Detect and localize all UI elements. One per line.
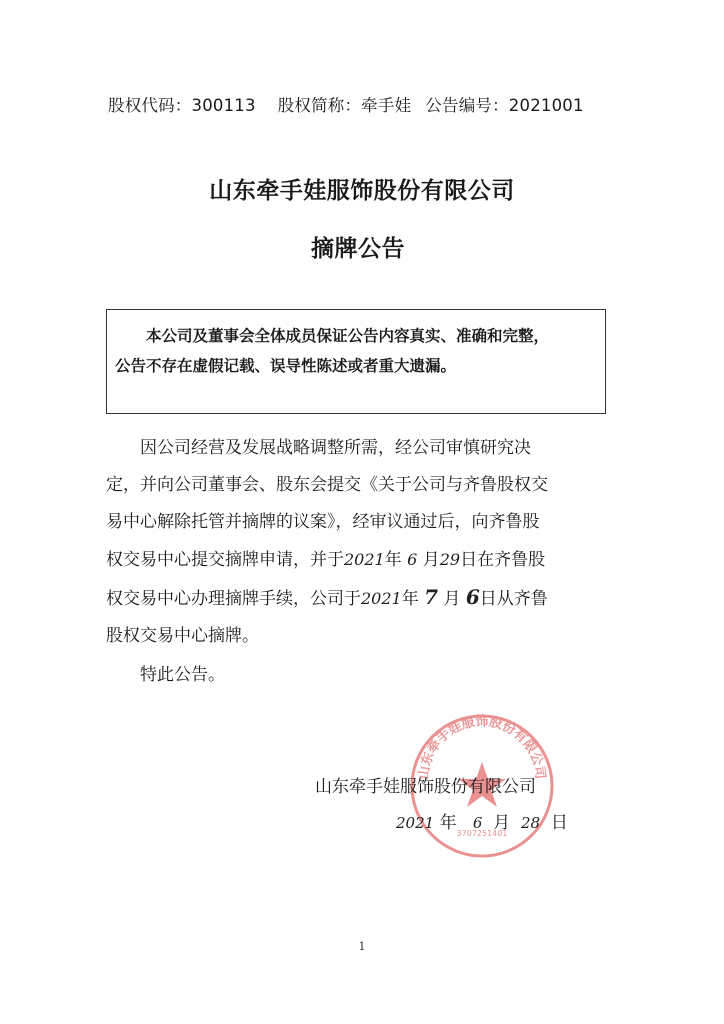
announcement-number: 公告编号：2021001 <box>425 96 584 115</box>
svg-text:3707251401: 3707251401 <box>456 829 508 838</box>
handwritten-day-2: 6 <box>465 585 480 609</box>
signature-year: 2021 <box>396 814 435 832</box>
body-line-4-text-d: 日在齐鲁股 <box>460 550 546 570</box>
signature-month-unit: 月 <box>493 813 511 833</box>
disclaimer-box <box>106 309 606 414</box>
signature-company: 山东牵手娃服饰股份有限公司 <box>315 777 536 797</box>
body-line-6: 股权交易中心摘牌。 <box>106 626 259 646</box>
signature-day-unit: 日 <box>550 813 568 833</box>
disclaimer-line-1: 本公司及董事会全体成员保证公告内容真实、准确和完整， <box>146 327 550 345</box>
body-line-5-text-b: 年 <box>401 589 425 609</box>
body-line-4 <box>106 541 616 579</box>
company-title: 山东牵手娃服饰股份有限公司 <box>209 178 515 204</box>
disclaimer-text <box>115 321 601 381</box>
body-line-4-text-c: 月 <box>417 550 440 570</box>
body-line-5-text-d: 日从齐鲁 <box>479 589 548 609</box>
body-line-3: 易中心解除托管并摘牌的议案》，经审议通过后，向齐鲁股 <box>106 512 540 532</box>
handwritten-year-2: 2021 <box>361 589 402 608</box>
handwritten-year-1: 2021 <box>344 550 385 569</box>
page-number: 1 <box>358 940 366 953</box>
body-line-1: 因公司经营及发展战略调整所需，经公司审慎研究决 <box>140 438 531 458</box>
announcement-body <box>106 430 616 655</box>
body-line-4-text-b: 年 <box>384 550 408 570</box>
closing-remark: 特此公告。 <box>140 665 225 685</box>
signature-day: 28 <box>520 814 541 832</box>
handwritten-month-2: 7 <box>424 585 439 609</box>
document-title: 摘牌公告 <box>311 236 405 262</box>
signature-year-unit: 年 <box>439 813 457 833</box>
svg-text:山东牵手娃服饰股份有限公司: 山东牵手娃服饰股份有限公司 <box>416 714 548 780</box>
body-line-4-text-a: 权交易中心提交摘牌申请，并于 <box>106 550 344 570</box>
stock-code: 股权代码：300113 <box>108 96 256 115</box>
handwritten-day-1: 29 <box>439 550 461 569</box>
body-line-2: 定，并向公司董事会、股东会提交《关于公司与齐鲁股权交 <box>106 475 548 495</box>
body-line-5-text-a: 权交易中心办理摘牌手续，公司于 <box>106 589 361 609</box>
body-line-5-text-c: 月 <box>438 589 466 609</box>
header-line <box>108 92 628 116</box>
handwritten-month-1: 6 <box>407 550 418 569</box>
disclaimer-line-2: 公告不存在虚假记载、误导性陈述或者重大遗漏。 <box>115 357 457 375</box>
signature-date <box>396 808 568 833</box>
stock-abbreviation: 股权简称：牵手娃 <box>277 96 412 115</box>
body-line-5 <box>106 579 616 618</box>
signature-month: 6 <box>472 814 483 832</box>
